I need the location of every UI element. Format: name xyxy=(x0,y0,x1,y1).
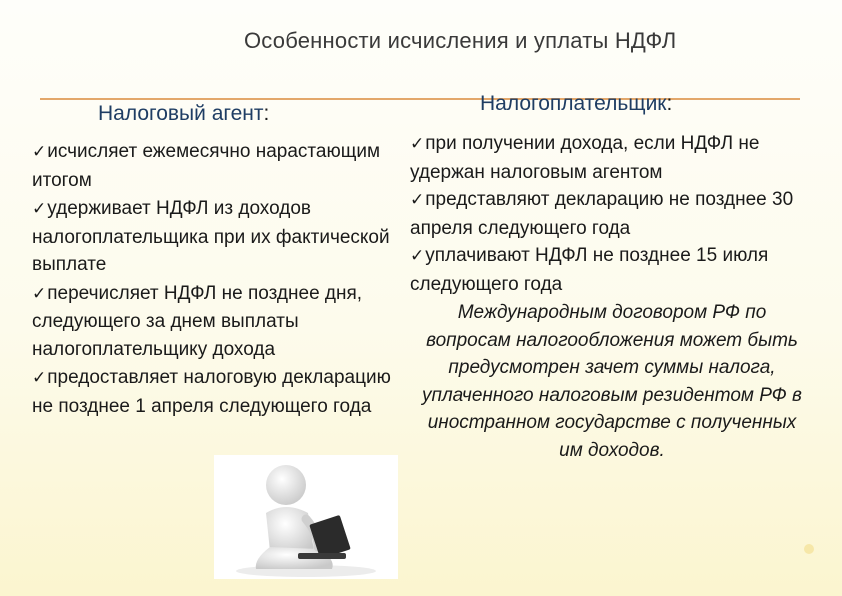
checkmark-icon: ✓ xyxy=(32,283,47,304)
title-divider xyxy=(40,98,800,100)
checkmark-icon: ✓ xyxy=(410,246,425,266)
list-item xyxy=(410,242,810,298)
list-item xyxy=(410,130,810,186)
list-item-text: уплачивают НДФЛ не позднее 15 июля следующего года xyxy=(410,245,769,295)
list-item xyxy=(32,138,392,194)
right-column xyxy=(410,130,810,483)
checkmark-icon: ✓ xyxy=(32,142,47,162)
right-heading-text: Налогоплательщик xyxy=(480,92,667,115)
list-item-text: удерживает НДФЛ из доходов налогоплательщика при их фактической выплате xyxy=(32,198,390,275)
list-item-text: предоставляет налоговую декларацию не позднее 1 апреля следующего года xyxy=(32,367,391,417)
right-column-heading xyxy=(480,92,672,116)
checkmark-icon: ✓ xyxy=(32,368,47,388)
list-item xyxy=(410,186,810,242)
left-column xyxy=(32,138,392,421)
treaty-note: Международным договором РФ по вопросам налогообложения может быть предусмотрен зачет суммы налога, уплаченного налоговым резидентом РФ в иностранном государстве с полученных им доходов. xyxy=(422,302,802,461)
left-column-heading xyxy=(98,102,269,126)
list-item-text: исчисляет ежемесячно нарастающим итогом xyxy=(32,141,381,191)
list-item xyxy=(32,280,392,364)
checkmark-icon: ✓ xyxy=(410,190,425,210)
left-heading-colon: : xyxy=(263,102,270,125)
right-heading-colon: : xyxy=(666,92,673,115)
list-item xyxy=(32,195,392,279)
list-item-text: представляют декларацию не позднее 30 апреля следующего года xyxy=(410,189,794,239)
page-marker xyxy=(804,544,814,554)
list-item xyxy=(32,364,392,420)
checkmark-icon: ✓ xyxy=(410,134,425,154)
checkmark-icon: ✓ xyxy=(32,199,47,219)
slide-title: Особенности исчисления и уплаты НДФЛ xyxy=(244,28,677,53)
list-item-text: при получении дохода, если НДФЛ не удержан налоговым агентом xyxy=(410,133,760,183)
left-heading-text: Налоговый агент xyxy=(98,102,264,125)
person-with-laptop-icon xyxy=(214,455,398,579)
list-item-text: перечисляет НДФЛ не позднее дня, следующего за днем выплаты налогоплательщику дохода xyxy=(32,282,363,360)
